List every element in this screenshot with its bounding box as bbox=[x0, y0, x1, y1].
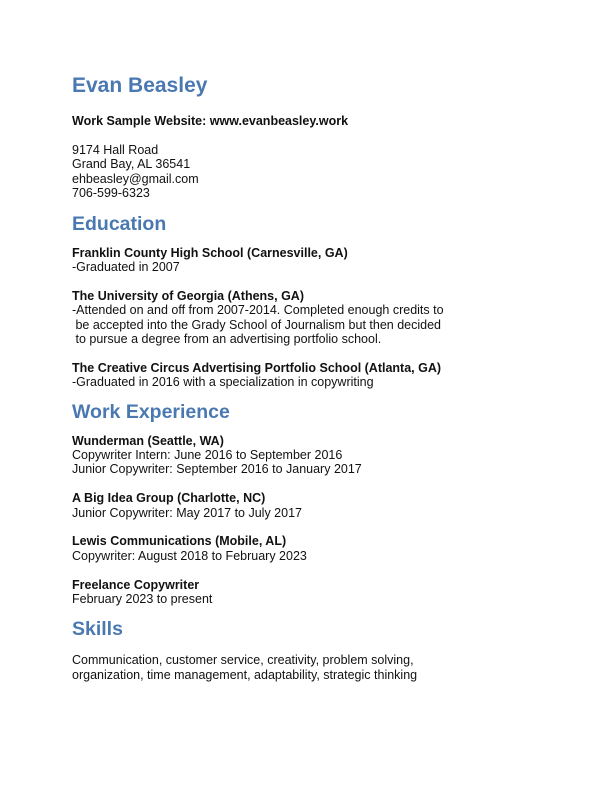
contact-block bbox=[72, 143, 552, 201]
work-sample-website: Work Sample Website: www.evanbeasley.work bbox=[72, 114, 349, 128]
work-entry-detail: Junior Copywriter: September 2016 to January 2017 bbox=[72, 462, 362, 477]
education-entry-detail: -Attended on and off from 2007-2014. Completed enough credits to bbox=[72, 303, 444, 318]
work-entry-title: Wunderman (Seattle, WA) bbox=[72, 433, 224, 448]
education-entry-detail: to pursue a degree from an advertising portfolio school. bbox=[72, 332, 382, 347]
education-entry-detail: be accepted into the Grady School of Journalism but then decided bbox=[72, 317, 441, 332]
skills-list bbox=[72, 653, 552, 682]
work-entry-title: A Big Idea Group (Charlotte, NC) bbox=[72, 491, 266, 506]
phone-number: 706-599-6323 bbox=[72, 186, 150, 201]
resume-name: Evan Beasley bbox=[72, 74, 208, 97]
education-entry-creative-circus bbox=[72, 361, 552, 390]
education-entry-franklin bbox=[72, 246, 552, 275]
education-entry-detail: -Graduated in 2016 with a specialization in copywriting bbox=[72, 375, 374, 390]
work-experience-heading: Work Experience bbox=[72, 400, 230, 423]
work-entry-detail: Copywriter: August 2018 to February 2023 bbox=[72, 548, 307, 563]
education-entry-title: Franklin County High School (Carnesville, GA) bbox=[72, 245, 348, 260]
education-entry-title: The Creative Circus Advertising Portfolio School (Atlanta, GA) bbox=[72, 360, 442, 375]
work-entry-title: Freelance Copywriter bbox=[72, 577, 200, 592]
education-entry-title: The University of Georgia (Athens, GA) bbox=[72, 288, 304, 303]
education-heading: Education bbox=[72, 212, 167, 235]
work-entry-detail: Copywriter Intern: June 2016 to September 2016 bbox=[72, 448, 343, 463]
skills-line: Communication, customer service, creativity, problem solving, bbox=[72, 653, 414, 668]
education-entry-uga bbox=[72, 289, 552, 347]
skills-line: organization, time management, adaptability, strategic thinking bbox=[72, 667, 418, 682]
email-address: ehbeasley@gmail.com bbox=[72, 171, 199, 186]
work-entry-big-idea-group bbox=[72, 491, 552, 520]
resume-page bbox=[72, 73, 552, 682]
address-line-1: 9174 Hall Road bbox=[72, 143, 159, 157]
work-entry-title: Lewis Communications (Mobile, AL) bbox=[72, 534, 287, 549]
address-line-2: Grand Bay, AL 36541 bbox=[72, 157, 191, 172]
work-entry-detail: Junior Copywriter: May 2017 to July 2017 bbox=[72, 505, 302, 520]
work-entry-wunderman bbox=[72, 434, 552, 477]
work-entry-freelance bbox=[72, 578, 552, 607]
work-entry-lewis-communications bbox=[72, 534, 552, 563]
education-entry-detail: -Graduated in 2007 bbox=[72, 260, 180, 275]
work-entry-detail: February 2023 to present bbox=[72, 592, 213, 607]
skills-heading: Skills bbox=[72, 618, 123, 641]
